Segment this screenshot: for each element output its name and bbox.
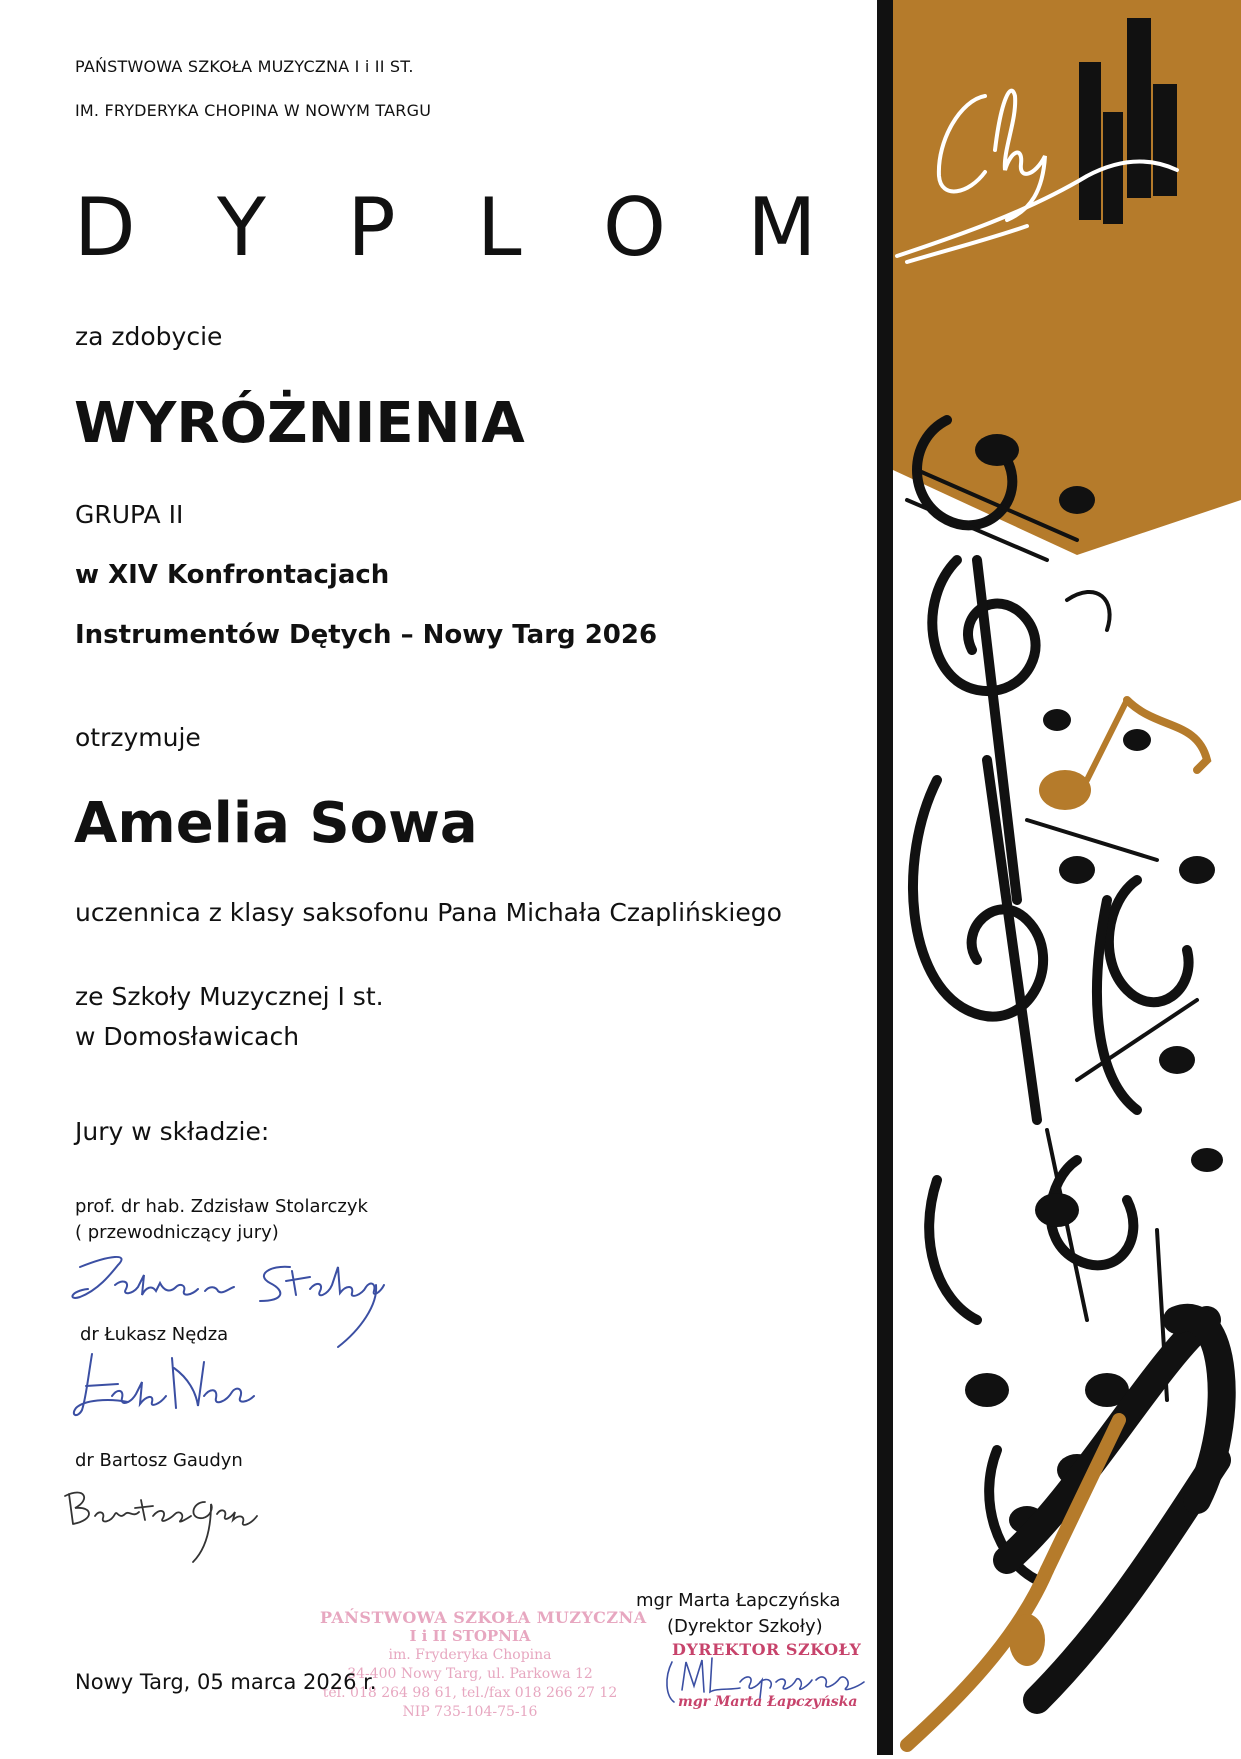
- director-stamp-line2: mgr Marta Łapczyńska: [678, 1694, 858, 1710]
- school-stamp-line3: im. Fryderyka Chopina: [388, 1647, 552, 1663]
- school-stamp-line4: 34-400 Nowy Targ, ul. Parkowa 12: [347, 1666, 593, 1682]
- school-stamp-line1: PAŃSTWOWA SZKOŁA MUZYCZNA: [320, 1608, 647, 1627]
- jury-heading: Jury w składzie:: [75, 1117, 270, 1146]
- jury-member-1-name: prof. dr hab. Zdzisław Stolarczyk: [75, 1196, 368, 1217]
- recipient-name: Amelia Sowa: [74, 791, 478, 856]
- origin-line2: w Domosławicach: [75, 1022, 300, 1051]
- group-label: GRUPA II: [75, 500, 184, 529]
- jury-member-3-name: dr Bartosz Gaudyn: [75, 1450, 243, 1471]
- director-name: mgr Marta Łapczyńska: [636, 1590, 841, 1611]
- director-stamp-line1: DYREKTOR SZKOŁY: [672, 1640, 862, 1659]
- music-decoration-panel: [877, 0, 1241, 1755]
- origin-line1: ze Szkoły Muzycznej I st.: [75, 982, 384, 1011]
- signature-gaudyn: [55, 1480, 265, 1570]
- school-name-line2: IM. FRYDERYKA CHOPINA W NOWYM TARGU: [75, 101, 432, 120]
- diploma-title: D Y P L O M: [74, 181, 845, 274]
- jury-member-1-role: ( przewodniczący jury): [75, 1222, 279, 1243]
- award-intro: za zdobycie: [75, 322, 223, 351]
- school-stamp-line6: NIP 735-104-75-16: [402, 1704, 538, 1720]
- event-line2: Instrumentów Dętych – Nowy Targ 2026: [75, 620, 658, 650]
- recipient-description: uczennica z klasy saksofonu Pana Michała Czaplińskiego: [75, 898, 782, 927]
- jury-member-2-name: dr Łukasz Nędza: [80, 1324, 229, 1345]
- school-stamp: [320, 1608, 647, 1722]
- director-role: (Dyrektor Szkoły): [667, 1616, 823, 1637]
- school-stamp-line5: tel. 018 264 98 61, tel./fax 018 266 27 12: [322, 1685, 618, 1701]
- school-stamp-line2: I i II STOPNIA: [409, 1627, 531, 1645]
- award-name: WYRÓŻNIENIA: [74, 391, 525, 456]
- school-name-line1: PAŃSTWOWA SZKOŁA MUZYCZNA I i II ST.: [75, 57, 414, 76]
- signature-lapczynska: [660, 1652, 870, 1712]
- signature-nedza: [68, 1348, 258, 1423]
- event-line1: w XIV Konfrontacjach: [75, 560, 390, 590]
- receives-label: otrzymuje: [75, 723, 201, 752]
- place-date: Nowy Targ, 05 marca 2026 r.: [75, 1670, 377, 1694]
